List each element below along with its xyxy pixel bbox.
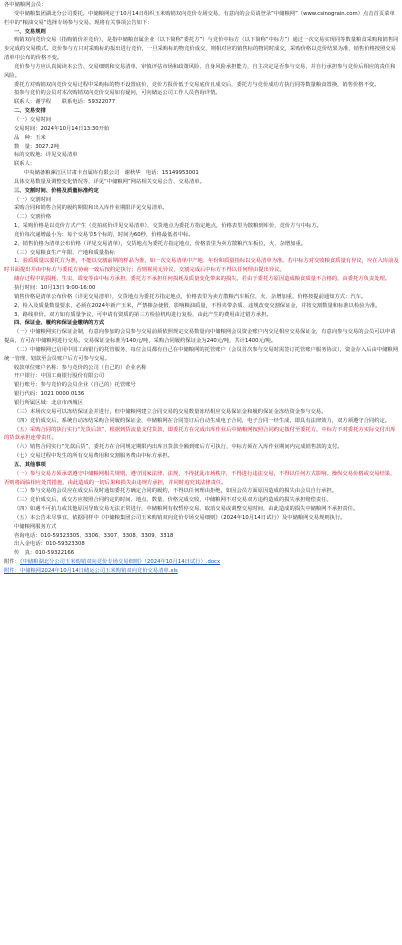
s3-price-2: 2、销售价格为清单公布价格（详见交易清单），交货地点为委托方指定地点，价格表里为卖方散粮汽车板位，火、杂增加重。 — [14, 240, 307, 247]
service-title: 中储粮网服务方式 — [14, 523, 57, 530]
section-1-title: 一、交易规则 — [14, 28, 46, 35]
s1-paragraph-1: 购销双向竞价交易（指购销价差竞价），是指中储粮直属企业（以下简称“委托方”）与竞价中标方（以下简称“中标方”）通过一次交易实现同等数量粮食采购和销售同步完成的交易模式。竞价参与方只对采购标的报出进行竞价，一旦采购标的物竞价成交，则相对应的销售标的物同时成交，采购价格以竞价结果为准，销售价格按照交易清单中公布的价格不变。 — [4, 37, 399, 62]
attachment-1-link[interactable]: 《中储粮湖北分公司玉米购销双向竞价专场交易细则》（2024年10月14日试行）.docx — [19, 559, 221, 566]
s5-para-5: （五）本公告未尽事宜，依据同样中《中储粮集团公司玉米购销双向竞价专场交易细则》（2024年10月14日试行）及中储粮网交易规则执行。 — [14, 514, 346, 521]
s3-price-1b: 竞价每次递增最小为：每个交易节5个标的，时间为60秒，价格最低者中标。 — [14, 231, 194, 238]
s5-para-4: （四）如遇不可抗力或其他原因导致交易无法正常进行，中储粮网有权暂停交易、取消交易或调整交易时间，由此造成的损失中储粮网不承担责任。 — [14, 506, 359, 513]
s5-para-3: （三）竞价成交后，成交方应按照合同约定的时间、地点、数量、价格完成交收，中储粮网不对交易双方违约造成的损失承担赔偿责任。 — [14, 497, 332, 504]
attachment-label: 附件： — [4, 559, 20, 566]
trade-variety: 品 种：玉米 — [14, 134, 46, 141]
s4-para-7: （七）交易过程中发生的所有交易费用和交割服务费由中标方承担。 — [14, 453, 173, 460]
s5-para-1: （一）参与交易方须承诺遵守中储粮网相关规则，遵守国家法律、法规，不得扰乱市场秩序，不得进行违法交易，不得以任何方式影响、操纵交易价格或交易结果，否则将面临相应处罚措施，由此造成的一切后果和损失由违规方承担，并同时追究其法律责任。 — [4, 470, 396, 486]
contact-line: 联系人：谢学程 联系电话：59322077 — [14, 99, 116, 106]
bank-account: 银行账号：参与竞价的会员企业（自己的）托管账号 — [14, 382, 136, 389]
service-fax: 传 真：010-59322166 — [14, 550, 75, 557]
delivery-place: 标的交收地：详见交易清单 — [14, 152, 78, 159]
s2-contact-detail: 中央储备粮漯江区甘肃卡直属库有限公司 谢秋华 电话：15149953001 — [24, 170, 199, 177]
bank-name: 开户银行：中国工商银行股份有限公司 — [14, 373, 105, 380]
bank-code: 银行代码：1021 0000 0136 — [14, 391, 85, 398]
s4-para-1: （一）中储粮网实行保证金制，有意向参加的会员参与交易前须依照规定交易数量向中储粮网会员资金账户内交足相应交易保证金，有意向参与交易的会员可以申请提高，方可在中储粮网进行交易。交易保证金标准为140元/吨，采购合同履约保证金为240元/吨，共计1400元/吨。 — [4, 329, 396, 345]
s2-contact-label: 联系人： — [14, 161, 36, 168]
s1-paragraph-4: 拟参与竞价的会员对本次购销双向竞价交易如有疑问，可向储运公司工作人员咨询详情。 — [14, 90, 221, 97]
attachment-2-row — [4, 567, 399, 576]
s3-sub-3: （三）交易粮食生产年限、产地和质量指标 — [14, 249, 115, 256]
s4-para-2: （二）中储粮网已启用中国工商银行的托管服务，每位会员都有自己在中储粮网的托管账户（会员首次参与交易时需签订托管账户服务协议），资金存入后由中储粮网统一管理，划款至会员账户后方可参与交易。 — [4, 346, 399, 362]
greeting: 各中储粮网会员： — [4, 2, 47, 8]
s4-para-5: （五）采购合同的执行实行“先货后款”，根据到货流量支付货款，即委托方在完成出库作业后中储粮网按照合同约定拨付至委托方，中标方不对委托方实际交付出库的货款承担连带责任。 — [4, 426, 396, 442]
s4-para-4: （四）竞价成交后，系统自动冻结采购合同履约保证金，中储粮网在合同签订后自动生成电子合同，电子合同一经生成，即具有法律效力，双方须遵守合同约定。 — [14, 417, 391, 424]
s2-contact-note: 具体交易数量及调整变化情况等，详见“中储粮网”网站相关交易公告、交易清单。 — [14, 178, 205, 185]
bank-region: 银行所属区域：北京市西城区 — [14, 399, 83, 406]
s3-sub-2: （二）交割价格 — [14, 214, 52, 221]
s3-sub-1: （一）交割时间 — [14, 196, 52, 203]
section-3-title: 三、交割时间、价格及质量标准约定 — [14, 187, 99, 194]
s3-price-1 — [4, 222, 399, 231]
section-4-title: 四、保证金、履约和保证金缴纳的方式 — [14, 320, 105, 327]
attachment-2-link[interactable]: 附件：中储粮网2024年10月14日储运公司玉米购销双向竞价交易清单.xls — [4, 568, 178, 574]
s3-exec-time: 执行时间：10月13日 9:00-16:00 — [14, 285, 96, 291]
s3-sub-1-text: 采购合同和销售合同的履约期限和出入库作业期限详见交易清单。 — [14, 205, 168, 212]
s3-quality-2: 2、检入及质量数量要求，必须在2024年新产玉米，严禁掺杂使假、影响粮油质量，不得夹带杂质、违规改变交割保证金，并按交割数量和标准以检验为准。 — [14, 302, 381, 309]
s3-quality-3: 3、路线单价。双方如有质量争议，可申请有资质的第三方检验机构进行复检，由此产生的费用由过错方承担。 — [14, 311, 272, 318]
s3-quality-note: 储存过程中的损耗、生虫、霉变等由中标方承担，委托方不承担任何损耗及质量变化带来的损失。若由于委托方原因造成粮食质量不合格的，由委托方负责处理。 — [14, 276, 391, 283]
s3-quality-1: 1、验质质量以委托方为准，不能以交割前期的样品为准，如一次交易清单中产地、年份和质量指标以交易清单为准。若中标方对交收粮食质量有异议，应在入库前及时书面提出并由中标方与委托方协商一致后按约定执行；否则视同无异议，交割完成后中标方不得以任何理由提出异议。 — [4, 258, 399, 274]
service-tel: 咨询电话：010-59323305、3306、3307、3308、3309、3318 — [14, 532, 174, 539]
section-2-title: 二、交易安排 — [14, 108, 46, 115]
s2-sub-1: （一）交易时间 — [14, 116, 52, 123]
attachment-1-row — [4, 558, 399, 567]
service-hotline: 出入金电话：010-59323308 — [14, 541, 85, 548]
bank-payee: 收款单位账户名称：参与竞价的公司（自己的）企业名称 — [14, 364, 147, 371]
s1-paragraph-3: 委托方对购销双向竞价交易过程中采购标的物不设置底价，竞价方报价低于交易底价且成交后，委托方与竞价成功方执行同等数量粮食置换，销售价格不变。 — [14, 81, 380, 88]
trade-time: 交易时间：2024年10月14日13:30开始 — [14, 125, 110, 132]
s3-price-1-text: 1、采购价格是以竞价方式产生（竞拍底价详见交易清单），交货地点为委托方指定地点，价格表里为散粮到库价，竞价方与中标方。 — [14, 223, 322, 230]
s5-para-2: （二）参与交易的会员应在成交后及时通知委托方确定合同的履约，不得以任何理由拒绝，如因会员方面原因造成的损失由会员自行承担。 — [14, 488, 338, 495]
intro-paragraph: 受中储粮集团湖北分公司委托，中储粮网定于10月14日组织玉米购销双向竞价专场交易，有意向的会员请登录“中储粮网”（www.csinograin.com）点击首页菜单栏中的“粮油交易”选择专场参与交易。现将有关事项公告如下： — [4, 10, 395, 26]
s4-para-6: （六）销售合同实行“先款后货”，委托方在合同规定期限内出库且货款全额到账后方可执行，中标方须在入库作业期间内完成销售款的支付。 — [14, 444, 343, 451]
trade-quantity: 数 量：3027.2吨 — [14, 143, 60, 150]
section-5-title: 五、其他事项 — [14, 461, 46, 468]
s3-sale-price: 销售价格是清单公布价格（详见交易清单），交货地点为委托方指定地点，价格表里为卖方散粮汽车板位，火、杂增加重，价格按提前通知方式：汽车。 — [14, 293, 367, 300]
s4-para-3: （三）本场次交易可以冻结保证金并进行，但中储粮网建立合同交易的交易数量冻结相应交易保证金和履约保证金冻结资金参与交易。 — [14, 408, 327, 415]
s1-paragraph-2: 竞价参与方应认真阅读本公告、交易细则和交易清单，审慎评估市场和政策风险、自身风险承担能力，自主决定是否参与交易，并自行承担参与竞价后相应的责任和风险。 — [4, 63, 396, 79]
